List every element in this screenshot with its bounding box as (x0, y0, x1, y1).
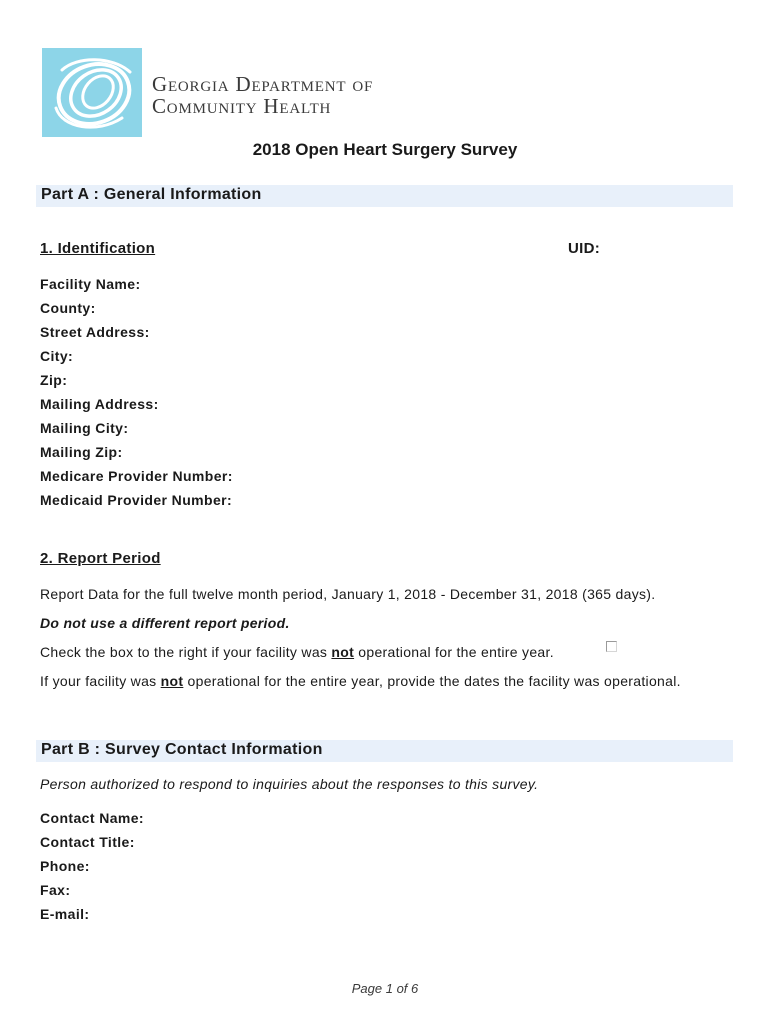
page-number: Page 1 of 6 (351, 981, 419, 996)
organization-name (152, 73, 373, 117)
field-mailing-address: Mailing Address: (40, 396, 159, 412)
part-b-heading: Part B : Survey Contact Information (41, 741, 323, 758)
uid-label: UID: (568, 240, 601, 257)
operational-dates-instruction (40, 673, 681, 689)
field-medicare-provider-number: Medicare Provider Number: (40, 468, 233, 484)
identification-heading: 1. Identification (40, 240, 156, 257)
not-operational-instruction-emphasis: not (331, 644, 355, 660)
not-operational-instruction-post: operational for the entire year. (354, 644, 554, 660)
field-phone: Phone: (40, 858, 90, 874)
document-title: 2018 Open Heart Surgery Survey (252, 140, 518, 159)
identification-field-list (40, 272, 233, 512)
not-operational-instruction (40, 644, 554, 660)
field-mailing-zip: Mailing Zip: (40, 444, 123, 460)
field-contact-name: Contact Name: (40, 810, 144, 826)
field-mailing-city: Mailing City: (40, 420, 129, 436)
field-city: City: (40, 348, 74, 364)
part-a-header (36, 185, 733, 207)
field-fax: Fax: (40, 882, 71, 898)
operational-dates-instruction-post: operational for the entire year, provide the dates the facility was operational. (183, 673, 681, 689)
report-period-heading: 2. Report Period (40, 550, 161, 567)
field-email: E-mail: (40, 906, 90, 922)
contact-field-list (40, 806, 144, 926)
dch-circle-logo-icon (42, 48, 142, 137)
field-facility-name: Facility Name: (40, 276, 141, 292)
operational-dates-instruction-emphasis: not (160, 673, 184, 689)
operational-dates-instruction-pre: If your facility was (40, 673, 161, 689)
report-period-warning: Do not use a different report period. (40, 615, 290, 631)
organization-name-line1: Georgia Department of (152, 72, 374, 96)
not-operational-instruction-pre: Check the box to the right if your facility was (40, 644, 332, 660)
report-period-text: Report Data for the full twelve month period, January 1, 2018 - December 31, 2018 (365 days). (40, 586, 656, 602)
contact-note: Person authorized to respond to inquiries about the responses to this survey. (40, 776, 539, 792)
field-contact-title: Contact Title: (40, 834, 135, 850)
field-zip: Zip: (40, 372, 68, 388)
field-street-address: Street Address: (40, 324, 150, 340)
organization-name-line2: Community Health (152, 94, 332, 118)
not-operational-checkbox[interactable] (606, 641, 617, 652)
field-county: County: (40, 300, 96, 316)
part-b-header (36, 740, 733, 762)
part-a-heading: Part A : General Information (41, 186, 262, 203)
field-medicaid-provider-number: Medicaid Provider Number: (40, 492, 233, 508)
